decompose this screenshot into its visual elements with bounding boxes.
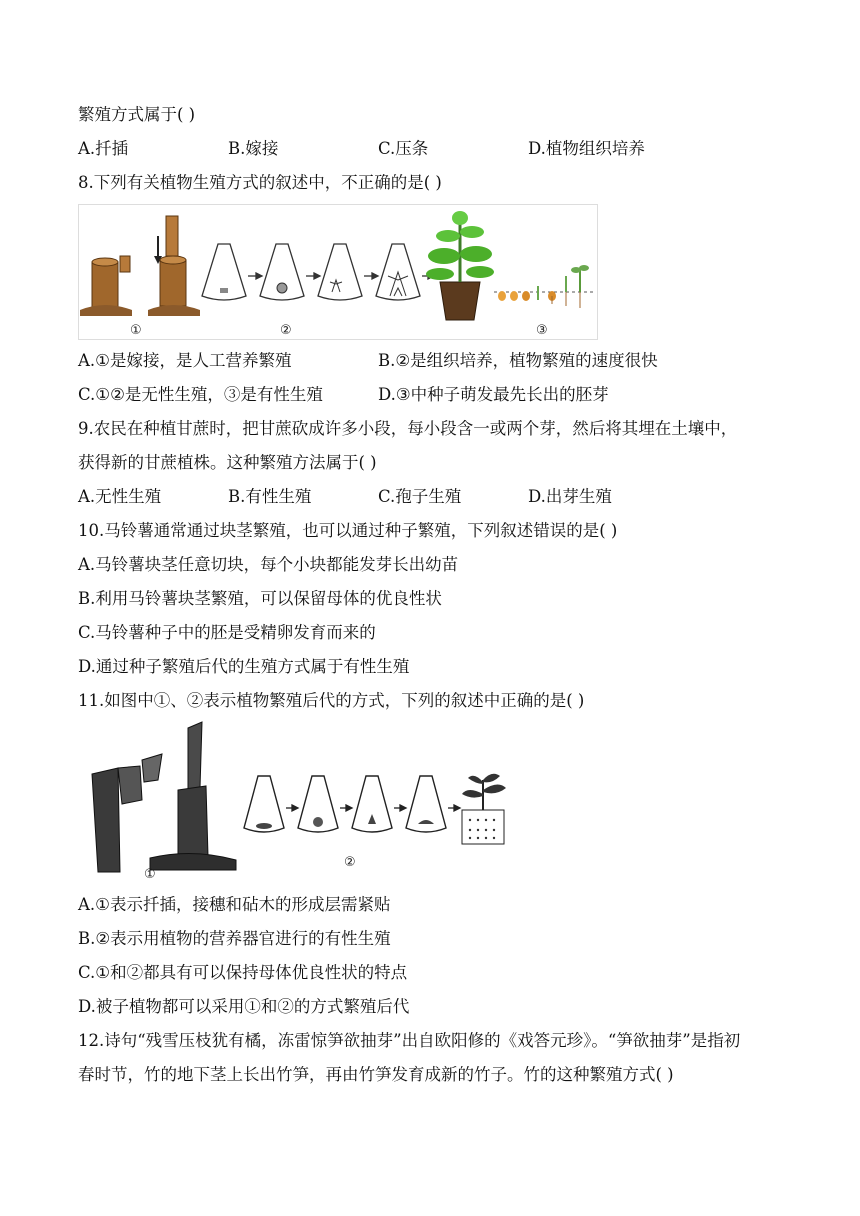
q11-option-a: A.①表示扦插，接穗和砧木的形成层需紧贴 — [78, 895, 391, 914]
q12-stem-line-2: 春时节，竹的地下茎上长出竹笋，再由竹笋发育成新的竹子。竹的这种繁殖方式( ) — [78, 1065, 674, 1084]
q10-option-c: C.马铃薯种子中的胚是受精卵发育而来的 — [78, 623, 376, 642]
q11-option-b: B.②表示用植物的营养器官进行的有性生殖 — [78, 929, 391, 948]
q7-option-c: C.压条 — [378, 139, 429, 158]
q11-figure-label-2: ② — [344, 855, 356, 870]
q8-figure-label-1: ① — [130, 323, 142, 338]
q8-figure-drawing — [78, 204, 598, 340]
q7-option-d: D.植物组织培养 — [528, 139, 645, 158]
q8-option-b: B.②是组织培养，植物繁殖的速度很快 — [378, 351, 658, 370]
q9-option-b: B.有性生殖 — [228, 487, 312, 506]
q9-option-d: D.出芽生殖 — [528, 487, 612, 506]
q10-option-a: A.马铃薯块茎任意切块，每个小块都能发芽长出幼苗 — [78, 555, 459, 574]
q12-stem-line-1: 12.诗句“残雪压枝犹有橘，冻雷惊笋欲抽芽”出自欧阳修的《戏答元珍》。“笋欲抽芽”是指初 — [78, 1031, 741, 1050]
q11-figure-drawing — [78, 720, 518, 884]
q8-figure-label-3: ③ — [536, 323, 548, 338]
q8-option-c: C.①②是无性生殖，③是有性生殖 — [78, 385, 323, 404]
q11-figure — [78, 720, 518, 884]
q10-option-b: B.利用马铃薯块茎繁殖，可以保留母体的优良性状 — [78, 589, 442, 608]
q8-stem: 8.下列有关植物生殖方式的叙述中，不正确的是( ) — [78, 173, 442, 192]
q8-option-a: A.①是嫁接，是人工营养繁殖 — [78, 351, 292, 370]
q11-option-c: C.①和②都具有可以保持母体优良性状的特点 — [78, 963, 408, 982]
q11-stem: 11.如图中①、②表示植物繁殖后代的方式，下列的叙述中正确的是( ) — [78, 691, 585, 710]
q9-option-c: C.孢子生殖 — [378, 487, 462, 506]
q11-option-d: D.被子植物都可以采用①和②的方式繁殖后代 — [78, 997, 410, 1016]
q9-option-a: A.无性生殖 — [78, 487, 162, 506]
q8-option-d: D.③中种子萌发最先长出的胚芽 — [378, 385, 609, 404]
q7-stem-tail: 繁殖方式属于( ) — [78, 105, 196, 124]
q8-figure-label-2: ② — [280, 323, 292, 338]
q10-stem: 10.马铃薯通常通过块茎繁殖，也可以通过种子繁殖，下列叙述错误的是( ) — [78, 521, 618, 540]
q9-stem-line-1: 9.农民在种植甘蔗时，把甘蔗砍成许多小段，每小段含一或两个芽，然后将其埋在土壤中， — [78, 419, 738, 438]
q7-option-b: B.嫁接 — [228, 139, 279, 158]
q9-stem-line-2: 获得新的甘蔗植株。这种繁殖方法属于( ) — [78, 453, 377, 472]
q10-option-d: D.通过种子繁殖后代的生殖方式属于有性生殖 — [78, 657, 410, 676]
q7-option-a: A.扦插 — [78, 139, 129, 158]
q8-figure — [78, 204, 598, 340]
q11-figure-label-1: ① — [144, 867, 156, 882]
